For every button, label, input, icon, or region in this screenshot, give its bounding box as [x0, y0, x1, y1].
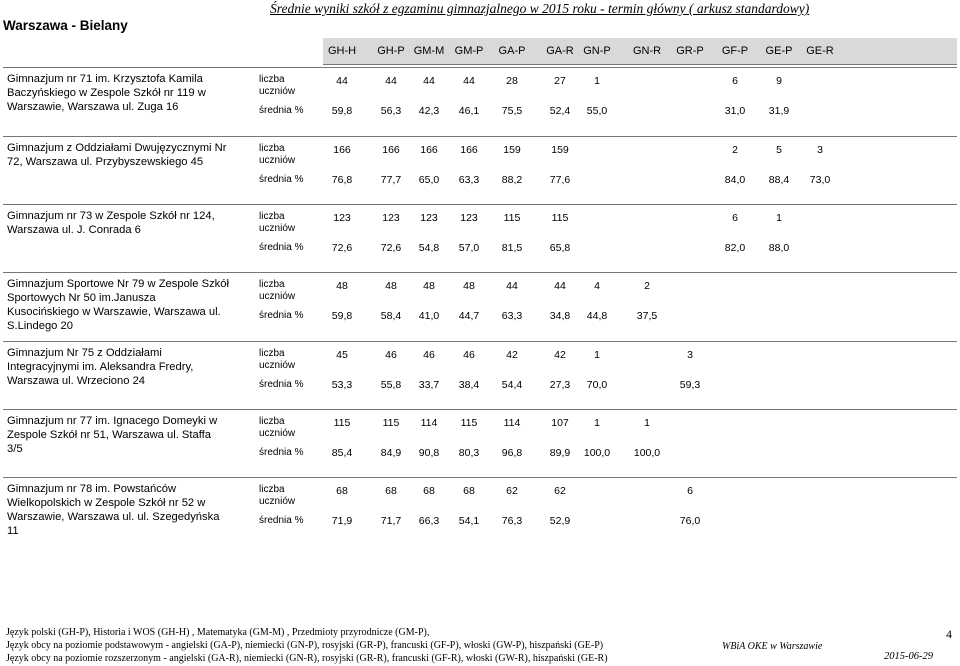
- mean-percent-cell: 76,8: [331, 174, 353, 186]
- school-name: Gimnazjum nr 77 im. Ignacego Domeyki w Zespole Szkół nr 51, Warszawa ul. Staffa 3/5: [7, 415, 218, 455]
- row-divider: [3, 272, 957, 273]
- row-divider: [3, 204, 957, 205]
- column-header-gm-p: GM-P: [454, 45, 484, 57]
- mean-percent-cell: 58,4: [380, 310, 402, 322]
- student-count-cell: 44: [506, 280, 518, 292]
- mean-percent-cell: 88,2: [501, 174, 523, 186]
- mean-percent-cell: 59,3: [679, 379, 701, 391]
- mean-percent-cell: 34,8: [549, 310, 571, 322]
- mean-percent-cell: 27,3: [549, 379, 571, 391]
- mean-percent-cell: 66,3: [418, 515, 440, 527]
- student-count-cell: 68: [336, 485, 348, 497]
- page-number: 4: [946, 627, 952, 641]
- student-count-cell: 44: [385, 75, 397, 87]
- mean-percent-cell: 38,4: [458, 379, 480, 391]
- student-count-cell: 68: [423, 485, 435, 497]
- footer-date: 2015-06-29: [884, 651, 933, 662]
- mean-percent-cell: 63,3: [501, 310, 523, 322]
- mean-percent-cell: 100,0: [633, 447, 661, 459]
- student-count-cell: 6: [687, 485, 693, 497]
- student-count-cell: 46: [385, 349, 397, 361]
- mean-percent-cell: 85,4: [331, 447, 353, 459]
- student-count-cell: 4: [594, 280, 600, 292]
- mean-label: średnia %: [259, 174, 304, 185]
- school-name: Gimnazjum Nr 75 z Oddziałami Integracyjnymi im. Aleksandra Fredry, Warszawa ul. Wrzeciono 24: [7, 347, 194, 387]
- mean-percent-cell: 96,8: [501, 447, 523, 459]
- student-count-cell: 115: [333, 417, 351, 429]
- mean-percent-cell: 70,0: [586, 379, 608, 391]
- row-divider: [3, 341, 957, 342]
- count-label: liczba uczniów: [259, 348, 296, 371]
- mean-label: średnia %: [259, 379, 304, 390]
- student-count-cell: 3: [687, 349, 693, 361]
- mean-percent-cell: 84,9: [380, 447, 402, 459]
- student-count-cell: 115: [503, 212, 521, 224]
- column-header-gf-p: GF-P: [721, 45, 749, 57]
- column-header-gn-p: GN-P: [583, 45, 611, 57]
- count-label: liczba uczniów: [259, 211, 296, 234]
- student-count-cell: 159: [551, 144, 569, 156]
- column-header-gn-r: GN-R: [632, 45, 662, 57]
- student-count-cell: 46: [463, 349, 475, 361]
- mean-percent-cell: 89,9: [549, 447, 571, 459]
- student-count-cell: 48: [463, 280, 475, 292]
- column-header-gh-p: GH-P: [377, 45, 405, 57]
- school-name: Gimnazjum nr 71 im. Krzysztofa Kamila Baczyńskiego w Zespole Szkół nr 119 w Warszawie, Warszawa ul. Zuga 16: [7, 73, 206, 113]
- footer-org: WBiA OKE w Warszawie: [722, 641, 823, 652]
- mean-percent-cell: 65,0: [418, 174, 440, 186]
- student-count-cell: 115: [551, 212, 569, 224]
- column-header-gh-h: GH-H: [327, 45, 357, 57]
- footer-legend-line-2: Język obcy na poziomie podstawowym - angielski (GA-P), niemiecki (GN-P), rosyjski (GR-P), francuski (GF-P), włoski (GW-P), hiszpański (GE-P): [6, 640, 604, 651]
- column-header-ge-r: GE-R: [806, 45, 834, 57]
- student-count-cell: 166: [382, 144, 400, 156]
- mean-percent-cell: 44,8: [586, 310, 608, 322]
- school-block: [0, 272, 960, 338]
- mean-percent-cell: 77,7: [380, 174, 402, 186]
- student-count-cell: 44: [423, 75, 435, 87]
- mean-percent-cell: 100,0: [583, 447, 611, 459]
- student-count-cell: 1: [594, 349, 600, 361]
- mean-percent-cell: 55,0: [586, 105, 608, 117]
- mean-label: średnia %: [259, 447, 304, 458]
- student-count-cell: 44: [463, 75, 475, 87]
- student-count-cell: 114: [503, 417, 521, 429]
- mean-percent-cell: 65,8: [549, 242, 571, 254]
- footer-legend-line-1: Język polski (GH-P), Historia i WOS (GH-H) , Matematyka (GM-M) , Przedmioty przyrodnicze (GM-P),: [6, 627, 430, 638]
- student-count-cell: 166: [333, 144, 351, 156]
- student-count-cell: 115: [460, 417, 478, 429]
- mean-percent-cell: 57,0: [458, 242, 480, 254]
- mean-percent-cell: 73,0: [809, 174, 831, 186]
- student-count-cell: 42: [506, 349, 518, 361]
- school-name: Gimnazjum z Oddziałami Dwujęzycznymi Nr 72, Warszawa ul. Przybyszewskiego 45: [7, 142, 227, 168]
- student-count-cell: 27: [554, 75, 566, 87]
- mean-percent-cell: 59,8: [331, 310, 353, 322]
- mean-percent-cell: 75,5: [501, 105, 523, 117]
- student-count-cell: 1: [644, 417, 650, 429]
- student-count-cell: 1: [776, 212, 782, 224]
- mean-percent-cell: 71,9: [331, 515, 353, 527]
- student-count-cell: 1: [594, 75, 600, 87]
- row-divider: [3, 409, 957, 410]
- mean-percent-cell: 72,6: [331, 242, 353, 254]
- mean-percent-cell: 71,7: [380, 515, 402, 527]
- student-count-cell: 42: [554, 349, 566, 361]
- school-block: [0, 477, 960, 543]
- mean-percent-cell: 46,1: [458, 105, 480, 117]
- mean-percent-cell: 77,6: [549, 174, 571, 186]
- column-header-ga-r: GA-R: [546, 45, 574, 57]
- page-title: Średnie wyniki szkół z egzaminu gimnazjalnego w 2015 roku - termin główny ( arkusz standardowy): [270, 1, 810, 16]
- column-header-gr-p: GR-P: [676, 45, 704, 57]
- mean-percent-cell: 52,4: [549, 105, 571, 117]
- mean-label: średnia %: [259, 310, 304, 321]
- mean-percent-cell: 59,8: [331, 105, 353, 117]
- count-label: liczba uczniów: [259, 74, 296, 97]
- mean-percent-cell: 44,7: [458, 310, 480, 322]
- mean-percent-cell: 72,6: [380, 242, 402, 254]
- row-divider: [3, 136, 957, 137]
- student-count-cell: 44: [554, 280, 566, 292]
- student-count-cell: 62: [506, 485, 518, 497]
- mean-percent-cell: 42,3: [418, 105, 440, 117]
- student-count-cell: 3: [817, 144, 823, 156]
- school-name: Gimnazjum nr 78 im. Powstańców Wielkopolskich w Zespole Szkół nr 52 w Warszawie, Warszawa ul. ul. Szegedyńska 11: [7, 483, 220, 537]
- count-label: liczba uczniów: [259, 484, 296, 507]
- student-count-cell: 6: [732, 75, 738, 87]
- student-count-cell: 68: [385, 485, 397, 497]
- student-count-cell: 9: [776, 75, 782, 87]
- school-name: Gimnazjum Sportowe Nr 79 w Zespole Szkół Sportowych Nr 50 im.Janusza Kusocińskiego w Warszawie, Warszawa ul. S.Lindego 20: [7, 278, 229, 332]
- student-count-cell: 115: [382, 417, 400, 429]
- mean-percent-cell: 63,3: [458, 174, 480, 186]
- mean-percent-cell: 31,0: [724, 105, 746, 117]
- mean-percent-cell: 56,3: [380, 105, 402, 117]
- mean-percent-cell: 41,0: [418, 310, 440, 322]
- student-count-cell: 114: [420, 417, 438, 429]
- student-count-cell: 5: [776, 144, 782, 156]
- student-count-cell: 45: [336, 349, 348, 361]
- student-count-cell: 123: [420, 212, 438, 224]
- school-block: [0, 67, 960, 133]
- count-label: liczba uczniów: [259, 279, 296, 302]
- mean-percent-cell: 55,8: [380, 379, 402, 391]
- column-header-gm-m: GM-M: [413, 45, 445, 57]
- mean-percent-cell: 88,0: [768, 242, 790, 254]
- student-count-cell: 123: [460, 212, 478, 224]
- column-header-ge-p: GE-P: [765, 45, 793, 57]
- mean-percent-cell: 90,8: [418, 447, 440, 459]
- student-count-cell: 6: [732, 212, 738, 224]
- mean-percent-cell: 54,1: [458, 515, 480, 527]
- mean-percent-cell: 82,0: [724, 242, 746, 254]
- student-count-cell: 166: [420, 144, 438, 156]
- student-count-cell: 123: [382, 212, 400, 224]
- student-count-cell: 62: [554, 485, 566, 497]
- mean-percent-cell: 33,7: [418, 379, 440, 391]
- column-header-ga-p: GA-P: [498, 45, 526, 57]
- footer-legend-line-3: Język obcy na poziomie rozszerzonym - angielski (GA-R), niemiecki (GN-R), rosyjski (GR-R), francuski (GF-R), włoski (GW-R), hiszpański (GE-R): [6, 653, 608, 664]
- student-count-cell: 44: [336, 75, 348, 87]
- student-count-cell: 48: [423, 280, 435, 292]
- row-divider: [3, 67, 957, 68]
- row-divider: [3, 477, 957, 478]
- student-count-cell: 48: [385, 280, 397, 292]
- count-label: liczba uczniów: [259, 143, 296, 166]
- mean-percent-cell: 76,0: [679, 515, 701, 527]
- student-count-cell: 28: [506, 75, 518, 87]
- student-count-cell: 2: [644, 280, 650, 292]
- student-count-cell: 107: [551, 417, 569, 429]
- student-count-cell: 48: [336, 280, 348, 292]
- mean-label: średnia %: [259, 515, 304, 526]
- school-block: [0, 341, 960, 407]
- student-count-cell: 123: [333, 212, 351, 224]
- column-header-bar: [323, 38, 957, 65]
- mean-label: średnia %: [259, 105, 304, 116]
- mean-percent-cell: 54,8: [418, 242, 440, 254]
- student-count-cell: 166: [460, 144, 478, 156]
- school-block: [0, 136, 960, 202]
- student-count-cell: 1: [594, 417, 600, 429]
- mean-percent-cell: 31,9: [768, 105, 790, 117]
- mean-percent-cell: 84,0: [724, 174, 746, 186]
- mean-label: średnia %: [259, 242, 304, 253]
- mean-percent-cell: 54,4: [501, 379, 523, 391]
- mean-percent-cell: 81,5: [501, 242, 523, 254]
- mean-percent-cell: 37,5: [636, 310, 658, 322]
- mean-percent-cell: 80,3: [458, 447, 480, 459]
- mean-percent-cell: 76,3: [501, 515, 523, 527]
- count-label: liczba uczniów: [259, 416, 296, 439]
- student-count-cell: 46: [423, 349, 435, 361]
- student-count-cell: 68: [463, 485, 475, 497]
- mean-percent-cell: 88,4: [768, 174, 790, 186]
- school-block: [0, 204, 960, 270]
- student-count-cell: 2: [732, 144, 738, 156]
- school-name: Gimnazjum nr 73 w Zespole Szkół nr 124, Warszawa ul. J. Conrada 6: [7, 210, 215, 236]
- mean-percent-cell: 53,3: [331, 379, 353, 391]
- school-block: [0, 409, 960, 475]
- mean-percent-cell: 52,9: [549, 515, 571, 527]
- student-count-cell: 159: [503, 144, 521, 156]
- city-title: Warszawa - Bielany: [3, 18, 128, 33]
